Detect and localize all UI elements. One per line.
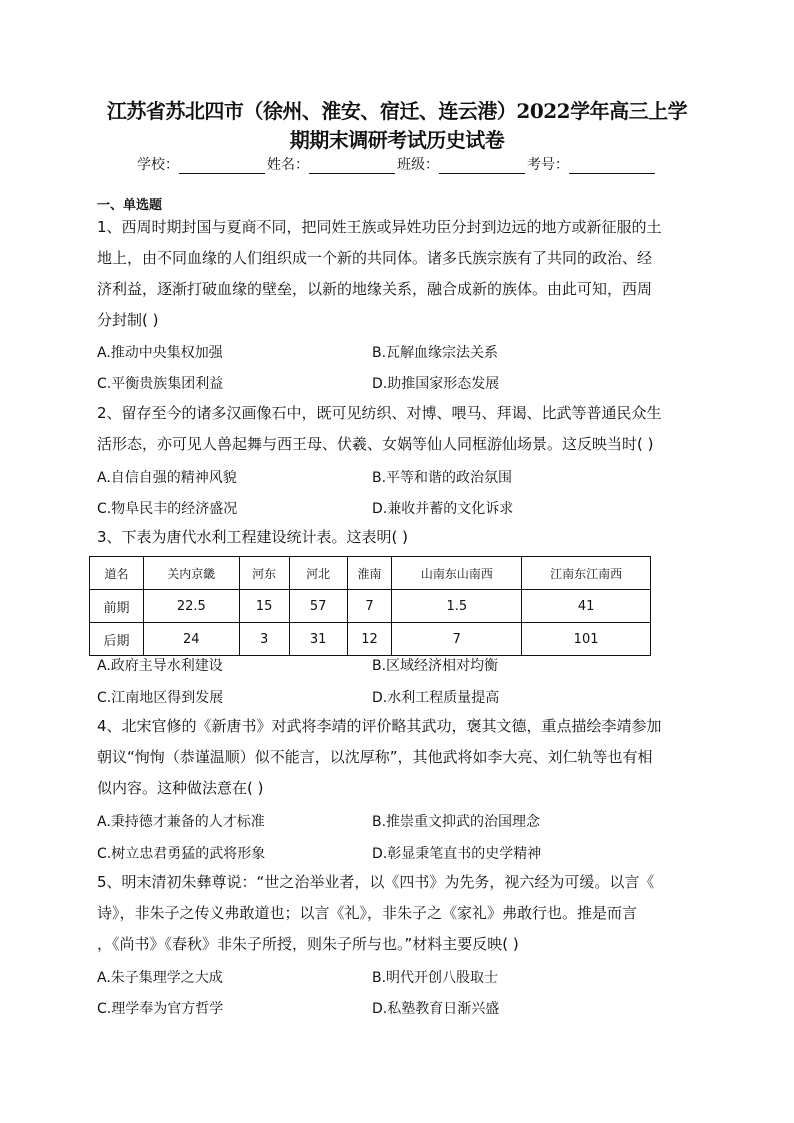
exam-number-label: 考号： [527, 157, 569, 173]
table-cell: 后期 [90, 623, 144, 656]
q2-option-c[interactable]: C.物阜民丰的经济盛况 [97, 501, 238, 517]
q3-option-b[interactable]: B.区域经济相对均衡 [372, 658, 499, 674]
question-line: 济利益，逐渐打破血缘的壁垒，以新的地缘关系，融合成新的族体。由此可知，西周 [97, 280, 653, 298]
q5-option-c[interactable]: C.理学奉为官方哲学 [97, 1001, 224, 1017]
q3-option-c[interactable]: C.江南地区得到发展 [97, 690, 224, 706]
table-header-cell: 江南东江南西 [522, 557, 651, 590]
q4-option-d[interactable]: D.彰显秉笔直书的史学精神 [372, 846, 542, 862]
table-header-cell: 道名 [90, 557, 144, 590]
question-line: 活形态，亦可见人兽起舞与西王母、伏羲、女娲等仙人同框游仙场景。这反映当时( ) [97, 435, 654, 453]
irrigation-statistics-table [89, 556, 651, 656]
q2-option-b[interactable]: B.平等和谐的政治氛围 [372, 470, 513, 486]
q3-option-d[interactable]: D.水利工程质量提高 [372, 690, 500, 706]
question-1 [97, 212, 702, 336]
table-header-cell: 山南东山南西 [392, 557, 522, 590]
q5-option-d[interactable]: D.私塾教育日渐兴盛 [372, 1001, 500, 1017]
q2-option-d[interactable]: D.兼收并蓄的文化诉求 [372, 501, 514, 517]
table-cell: 22.5 [143, 590, 239, 623]
exam-title-line-2: 期期末调研考试历史试卷 [289, 128, 505, 152]
school-blank[interactable] [179, 157, 265, 174]
table-cell: 57 [289, 590, 347, 623]
q2-option-a[interactable]: A.自信自强的精神风貌 [97, 470, 237, 486]
exam-title-line-1: 江苏省苏北四市（徐州、淮安、宿迁、连云港）2022学年高三上学 [106, 99, 688, 123]
table-header-cell: 河北 [289, 557, 347, 590]
question-4 [97, 711, 702, 804]
school-label: 学校： [137, 157, 179, 173]
table-cell: 1.5 [392, 590, 522, 623]
table-row [90, 590, 651, 623]
table-cell: 7 [392, 623, 522, 656]
table-cell: 101 [522, 623, 651, 656]
table-header-row [90, 557, 651, 590]
q5-option-a[interactable]: A.朱子集理学之大成 [97, 970, 223, 986]
table-cell: 7 [347, 590, 392, 623]
class-label: 班级： [397, 157, 439, 173]
question-line: 分封制( ) [97, 311, 159, 329]
q5-option-b[interactable]: B.明代开创八股取士 [372, 970, 499, 986]
q3-option-a[interactable]: A.政府主导水利建设 [97, 658, 223, 674]
table-cell: 41 [522, 590, 651, 623]
table-header-cell: 河东 [239, 557, 289, 590]
question-line: 诗》，非朱子之传义弗敢道也；以言《礼》，非朱子之《家礼》弗敢行也。推是而言 [97, 904, 638, 922]
question-3 [97, 522, 702, 553]
table-cell: 前期 [90, 590, 144, 623]
question-line: 3、下表为唐代水利工程建设统计表。这表明( ) [97, 528, 409, 546]
question-5 [97, 867, 702, 960]
table-header-cell: 关内京畿 [143, 557, 239, 590]
question-line: 1、西周时期封国与夏商不同，把同姓王族或异姓功臣分封到边远的地方或新征服的土 [97, 218, 662, 236]
table-cell: 31 [289, 623, 347, 656]
question-line: 4、北宋官修的《新唐书》对武将李靖的评价略其武功，褒其文德，重点描绘李靖参加 [97, 717, 662, 735]
exam-number-blank[interactable] [569, 157, 655, 174]
q1-option-d[interactable]: D.助推国家形态发展 [372, 376, 500, 392]
q1-option-c[interactable]: C.平衡贵族集团利益 [97, 376, 224, 392]
question-line: 似内容。这种做法意在( ) [97, 779, 264, 797]
name-blank[interactable] [309, 157, 395, 174]
name-label: 姓名： [267, 157, 309, 173]
q4-option-c[interactable]: C.树立忠君勇猛的武将形象 [97, 846, 266, 862]
question-line: 朝议“恂恂（恭谨温顺）似不能言，以沈厚称”，其他武将如李大亮、刘仁轨等也有相 [97, 748, 653, 766]
section-heading: 一、单选题 [97, 198, 163, 213]
question-line: 地上，由不同血缘的人们组织成一个新的共同体。诸多氏族宗族有了共同的政治、经 [97, 249, 653, 267]
table-row [90, 623, 651, 656]
q1-option-a[interactable]: A.推动中央集权加强 [97, 345, 223, 361]
class-blank[interactable] [439, 157, 525, 174]
student-info-row [0, 154, 794, 174]
question-2 [97, 398, 702, 460]
table-cell: 3 [239, 623, 289, 656]
table-cell: 15 [239, 590, 289, 623]
q4-option-a[interactable]: A.秉持德才兼备的人才标准 [97, 814, 265, 830]
q4-option-b[interactable]: B.推崇重文抑武的治国理念 [372, 814, 541, 830]
table-cell: 24 [143, 623, 239, 656]
question-line: 2、留存至今的诸多汉画像石中，既可见纺织、对博、喂马、拜谒、比武等普通民众生 [97, 404, 662, 422]
q1-option-b[interactable]: B.瓦解血缘宗法关系 [372, 345, 499, 361]
question-line: 5、明末清初朱彝尊说：“世之治举业者，以《四书》为先务，视六经为可缓。以言《 [97, 873, 655, 891]
question-line: ，《尚书》《春秋》非朱子所授，则朱子所与也。”材料主要反映( ) [97, 935, 519, 953]
table-header-cell: 淮南 [347, 557, 392, 590]
table-cell: 12 [347, 623, 392, 656]
